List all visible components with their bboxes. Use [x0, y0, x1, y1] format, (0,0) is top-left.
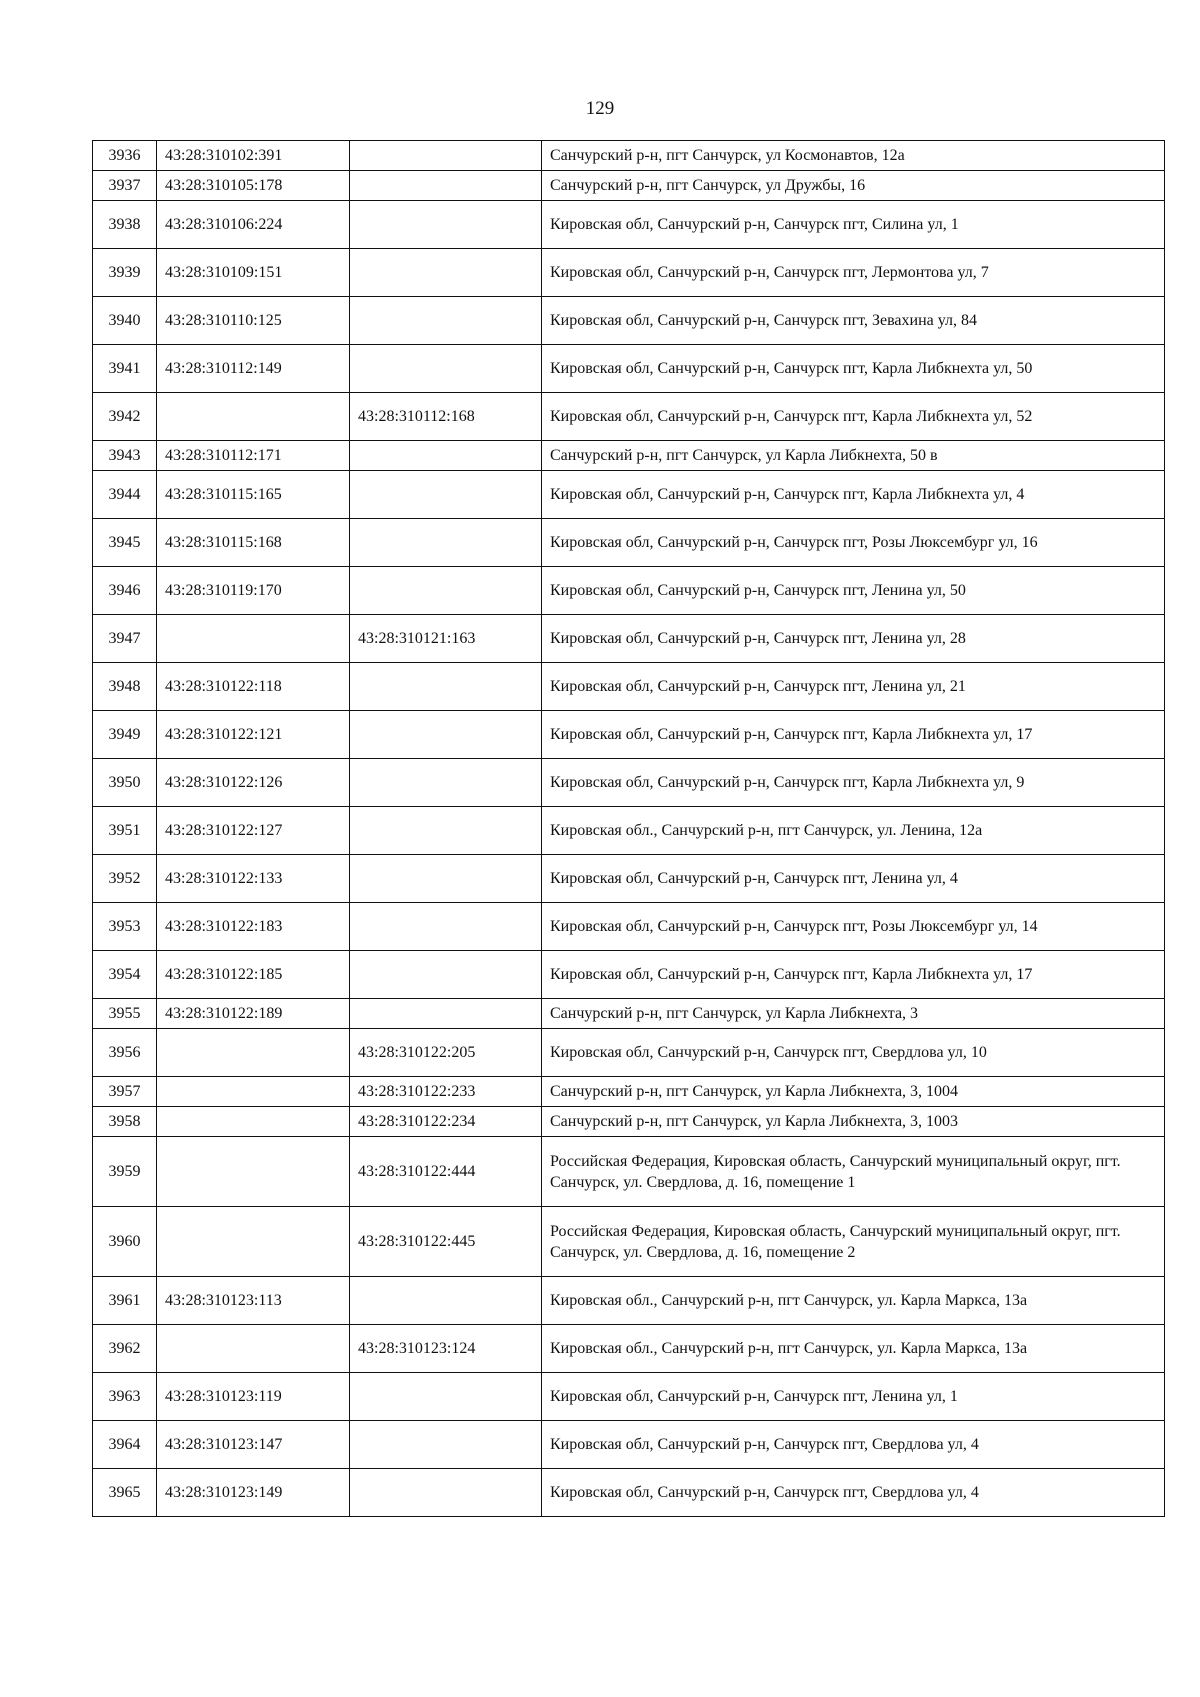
table-row — [93, 951, 1165, 999]
cadastral-number-alt-cell: 43:28:310122:234 — [350, 1107, 542, 1137]
table-row — [93, 1207, 1165, 1277]
cadastral-number-cell — [157, 1325, 350, 1373]
row-number-cell: 3951 — [93, 807, 157, 855]
cadastral-number-alt-cell — [350, 171, 542, 201]
cadastral-number-alt-cell — [350, 441, 542, 471]
cadastral-number-alt-cell — [350, 855, 542, 903]
row-number-cell: 3960 — [93, 1207, 157, 1277]
cadastral-number-cell — [157, 393, 350, 441]
address-cell: Кировская обл, Санчурский р-н, Санчурск пгт, Ленина ул, 4 — [542, 855, 1165, 903]
table-row — [93, 1373, 1165, 1421]
table-row — [93, 999, 1165, 1029]
table-row — [93, 1137, 1165, 1207]
cadastral-number-cell: 43:28:310122:133 — [157, 855, 350, 903]
cadastral-number-alt-cell — [350, 249, 542, 297]
row-number-cell: 3959 — [93, 1137, 157, 1207]
address-cell: Кировская обл., Санчурский р-н, пгт Санчурск, ул. Ленина, 12а — [542, 807, 1165, 855]
address-cell: Кировская обл, Санчурский р-н, Санчурск пгт, Ленина ул, 50 — [542, 567, 1165, 615]
cadastral-number-alt-cell: 43:28:310121:163 — [350, 615, 542, 663]
row-number-cell: 3939 — [93, 249, 157, 297]
table-row — [93, 519, 1165, 567]
address-cell: Кировская обл, Санчурский р-н, Санчурск пгт, Розы Люксембург ул, 14 — [542, 903, 1165, 951]
row-number-cell: 3961 — [93, 1277, 157, 1325]
cadastral-number-alt-cell — [350, 297, 542, 345]
address-cell: Кировская обл, Санчурский р-н, Санчурск пгт, Карла Либкнехта ул, 17 — [542, 711, 1165, 759]
address-cell: Кировская обл, Санчурский р-н, Санчурск пгт, Зевахина ул, 84 — [542, 297, 1165, 345]
address-cell: Санчурский р-н, пгт Санчурск, ул Карла Либкнехта, 3, 1004 — [542, 1077, 1165, 1107]
row-number-cell: 3963 — [93, 1373, 157, 1421]
cadastral-number-cell: 43:28:310102:391 — [157, 141, 350, 171]
row-number-cell: 3953 — [93, 903, 157, 951]
row-number-cell: 3943 — [93, 441, 157, 471]
row-number-cell: 3946 — [93, 567, 157, 615]
cadastral-number-cell: 43:28:310115:165 — [157, 471, 350, 519]
cadastral-number-alt-cell: 43:28:310122:205 — [350, 1029, 542, 1077]
address-cell: Кировская обл, Санчурский р-н, Санчурск пгт, Карла Либкнехта ул, 52 — [542, 393, 1165, 441]
address-cell: Кировская обл, Санчурский р-н, Санчурск пгт, Лермонтова ул, 7 — [542, 249, 1165, 297]
table-row — [93, 855, 1165, 903]
cadastral-number-alt-cell — [350, 759, 542, 807]
table-row — [93, 759, 1165, 807]
cadastral-number-cell: 43:28:310122:189 — [157, 999, 350, 1029]
address-cell: Кировская обл, Санчурский р-н, Санчурск пгт, Карла Либкнехта ул, 9 — [542, 759, 1165, 807]
cadastral-number-cell — [157, 1029, 350, 1077]
cadastral-number-alt-cell — [350, 345, 542, 393]
cadastral-number-cell — [157, 1207, 350, 1277]
cadastral-number-alt-cell — [350, 663, 542, 711]
registry-table — [92, 140, 1165, 1517]
cadastral-number-cell: 43:28:310123:147 — [157, 1421, 350, 1469]
table-row — [93, 345, 1165, 393]
address-cell: Кировская обл, Санчурский р-н, Санчурск пгт, Свердлова ул, 10 — [542, 1029, 1165, 1077]
cadastral-number-alt-cell — [350, 903, 542, 951]
cadastral-number-cell: 43:28:310105:178 — [157, 171, 350, 201]
cadastral-number-alt-cell — [350, 567, 542, 615]
address-cell: Кировская обл, Санчурский р-н, Санчурск пгт, Карла Либкнехта ул, 17 — [542, 951, 1165, 999]
cadastral-number-cell: 43:28:310106:224 — [157, 201, 350, 249]
table-row — [93, 441, 1165, 471]
table-row — [93, 141, 1165, 171]
cadastral-number-cell: 43:28:310122:185 — [157, 951, 350, 999]
address-cell: Кировская обл, Санчурский р-н, Санчурск пгт, Ленина ул, 21 — [542, 663, 1165, 711]
cadastral-number-alt-cell — [350, 951, 542, 999]
row-number-cell: 3944 — [93, 471, 157, 519]
address-cell: Кировская обл, Санчурский р-н, Санчурск пгт, Свердлова ул, 4 — [542, 1469, 1165, 1517]
row-number-cell: 3954 — [93, 951, 157, 999]
cadastral-number-alt-cell — [350, 471, 542, 519]
row-number-cell: 3952 — [93, 855, 157, 903]
address-cell: Кировская обл, Санчурский р-н, Санчурск пгт, Ленина ул, 1 — [542, 1373, 1165, 1421]
address-cell: Санчурский р-н, пгт Санчурск, ул Космонавтов, 12а — [542, 141, 1165, 171]
table-row — [93, 1421, 1165, 1469]
address-cell: Кировская обл, Санчурский р-н, Санчурск пгт, Карла Либкнехта ул, 4 — [542, 471, 1165, 519]
cadastral-number-cell: 43:28:310115:168 — [157, 519, 350, 567]
table-row — [93, 1277, 1165, 1325]
table-row — [93, 1029, 1165, 1077]
table-row — [93, 297, 1165, 345]
cadastral-number-cell: 43:28:310123:149 — [157, 1469, 350, 1517]
row-number-cell: 3938 — [93, 201, 157, 249]
cadastral-number-alt-cell — [350, 1421, 542, 1469]
table-row — [93, 471, 1165, 519]
registry-table-body — [93, 141, 1165, 1517]
table-row — [93, 171, 1165, 201]
cadastral-number-cell: 43:28:310110:125 — [157, 297, 350, 345]
page-number: 129 — [585, 98, 615, 119]
cadastral-number-cell — [157, 1077, 350, 1107]
cadastral-number-alt-cell — [350, 141, 542, 171]
address-cell: Российская Федерация, Кировская область, Санчурский муниципальный округ, пгт. Санчурск, ул. Свердлова, д. 16, помещение 2 — [542, 1207, 1165, 1277]
table-row — [93, 615, 1165, 663]
cadastral-number-cell: 43:28:310122:121 — [157, 711, 350, 759]
row-number-cell: 3940 — [93, 297, 157, 345]
cadastral-number-cell: 43:28:310109:151 — [157, 249, 350, 297]
cadastral-number-cell: 43:28:310122:126 — [157, 759, 350, 807]
address-cell: Кировская обл, Санчурский р-н, Санчурск пгт, Карла Либкнехта ул, 50 — [542, 345, 1165, 393]
row-number-cell: 3965 — [93, 1469, 157, 1517]
cadastral-number-cell — [157, 1137, 350, 1207]
row-number-cell: 3957 — [93, 1077, 157, 1107]
cadastral-number-alt-cell: 43:28:310122:445 — [350, 1207, 542, 1277]
table-row — [93, 663, 1165, 711]
cadastral-number-alt-cell — [350, 519, 542, 567]
address-cell: Кировская обл, Санчурский р-н, Санчурск пгт, Свердлова ул, 4 — [542, 1421, 1165, 1469]
row-number-cell: 3945 — [93, 519, 157, 567]
cadastral-number-alt-cell — [350, 1373, 542, 1421]
address-cell: Кировская обл., Санчурский р-н, пгт Санчурск, ул. Карла Маркса, 13а — [542, 1325, 1165, 1373]
row-number-cell: 3948 — [93, 663, 157, 711]
address-cell: Санчурский р-н, пгт Санчурск, ул Карла Либкнехта, 3, 1003 — [542, 1107, 1165, 1137]
cadastral-number-cell: 43:28:310119:170 — [157, 567, 350, 615]
cadastral-number-alt-cell: 43:28:310122:233 — [350, 1077, 542, 1107]
row-number-cell: 3964 — [93, 1421, 157, 1469]
cadastral-number-cell: 43:28:310112:171 — [157, 441, 350, 471]
table-row — [93, 1325, 1165, 1373]
row-number-cell: 3956 — [93, 1029, 157, 1077]
table-row — [93, 249, 1165, 297]
address-cell: Санчурский р-н, пгт Санчурск, ул Дружбы, 16 — [542, 171, 1165, 201]
row-number-cell: 3937 — [93, 171, 157, 201]
row-number-cell: 3962 — [93, 1325, 157, 1373]
address-cell: Санчурский р-н, пгт Санчурск, ул Карла Либкнехта, 3 — [542, 999, 1165, 1029]
address-cell: Кировская обл, Санчурский р-н, Санчурск пгт, Розы Люксембург ул, 16 — [542, 519, 1165, 567]
cadastral-number-alt-cell — [350, 711, 542, 759]
cadastral-number-cell: 43:28:310122:127 — [157, 807, 350, 855]
table-row — [93, 393, 1165, 441]
cadastral-number-alt-cell — [350, 201, 542, 249]
cadastral-number-cell: 43:28:310112:149 — [157, 345, 350, 393]
address-cell: Санчурский р-н, пгт Санчурск, ул Карла Либкнехта, 50 в — [542, 441, 1165, 471]
cadastral-number-alt-cell: 43:28:310123:124 — [350, 1325, 542, 1373]
row-number-cell: 3958 — [93, 1107, 157, 1137]
cadastral-number-alt-cell — [350, 1469, 542, 1517]
address-cell: Российская Федерация, Кировская область, Санчурский муниципальный округ, пгт. Санчурск, ул. Свердлова, д. 16, помещение 1 — [542, 1137, 1165, 1207]
cadastral-number-alt-cell: 43:28:310122:444 — [350, 1137, 542, 1207]
table-row — [93, 903, 1165, 951]
row-number-cell: 3936 — [93, 141, 157, 171]
row-number-cell: 3949 — [93, 711, 157, 759]
row-number-cell: 3955 — [93, 999, 157, 1029]
table-row — [93, 711, 1165, 759]
cadastral-number-cell — [157, 615, 350, 663]
table-row — [93, 1107, 1165, 1137]
table-row — [93, 807, 1165, 855]
table-row — [93, 1469, 1165, 1517]
address-cell: Кировская обл, Санчурский р-н, Санчурск пгт, Ленина ул, 28 — [542, 615, 1165, 663]
row-number-cell: 3947 — [93, 615, 157, 663]
table-row — [93, 567, 1165, 615]
cadastral-number-cell: 43:28:310122:183 — [157, 903, 350, 951]
row-number-cell: 3941 — [93, 345, 157, 393]
cadastral-number-cell: 43:28:310122:118 — [157, 663, 350, 711]
row-number-cell: 3950 — [93, 759, 157, 807]
row-number-cell: 3942 — [93, 393, 157, 441]
cadastral-number-alt-cell — [350, 1277, 542, 1325]
cadastral-number-cell — [157, 1107, 350, 1137]
address-cell: Кировская обл, Санчурский р-н, Санчурск пгт, Силина ул, 1 — [542, 201, 1165, 249]
address-cell: Кировская обл., Санчурский р-н, пгт Санчурск, ул. Карла Маркса, 13а — [542, 1277, 1165, 1325]
cadastral-number-alt-cell — [350, 807, 542, 855]
cadastral-number-alt-cell: 43:28:310112:168 — [350, 393, 542, 441]
table-row — [93, 201, 1165, 249]
table-row — [93, 1077, 1165, 1107]
cadastral-number-alt-cell — [350, 999, 542, 1029]
cadastral-number-cell: 43:28:310123:119 — [157, 1373, 350, 1421]
cadastral-number-cell: 43:28:310123:113 — [157, 1277, 350, 1325]
